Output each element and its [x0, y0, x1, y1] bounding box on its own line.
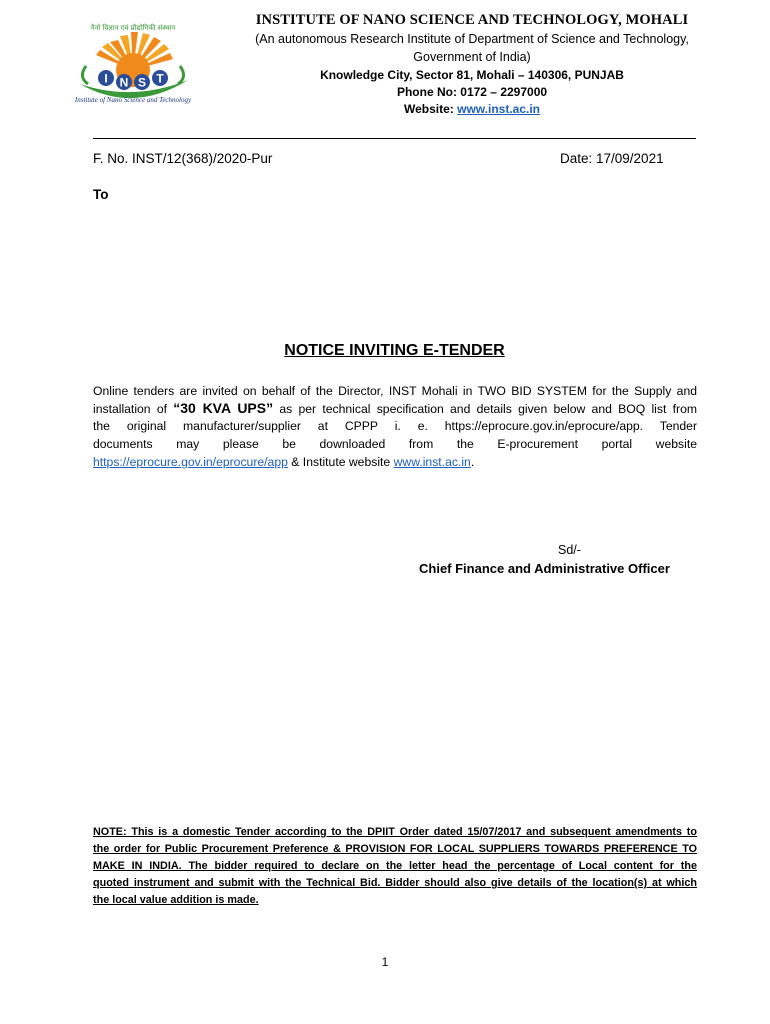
header-divider [93, 138, 696, 139]
note-line5: the local value addition is made. [93, 894, 259, 906]
note-line1: NOTE: This is a domestic Tender according to the DPIIT Order dated 15/07/2017 and subsequent amendments to [93, 826, 697, 838]
note-line4: quoted instrument and submit with the Technical Bid. Bidder should also give details of the location(s) at which [93, 877, 697, 889]
notice-body-line5: https://eprocure.gov.in/eprocure/app & Institute website www.inst.ac.in. [93, 455, 475, 469]
document-date: Date: 17/09/2021 [560, 151, 664, 166]
signatory-designation: Chief Finance and Administrative Officer [419, 561, 670, 576]
notice-body-line3: the original manufacturer/supplier at CPPP i. e. https://eprocure.gov.in/eprocure/app. Tender [93, 419, 697, 433]
institute-website [212, 102, 732, 116]
institute-website-link[interactable]: www.inst.ac.in [393, 455, 471, 469]
website-label: Website: [403, 102, 458, 116]
note-line3: MAKE IN INDIA. The bidder required to declare on the letter head the percentage of Local content for the [93, 860, 697, 872]
page-number: 1 [381, 955, 389, 969]
eprocure-link[interactable]: https://eprocure.gov.in/eprocure/app [93, 455, 288, 469]
logo-hindi: नैनो विज्ञान एवं प्रौद्योगिकी संस्थान [90, 24, 176, 32]
svg-text:I: I [104, 71, 108, 86]
note-line2: the order for Public Procurement Preference & PROVISION FOR LOCAL SUPPLIERS TOWARDS PREFERENCE TO [93, 843, 697, 855]
institute-title: INSTITUTE OF NANO SCIENCE AND TECHNOLOGY, MOHALI [255, 12, 689, 28]
file-number: F. No. INST/12(368)/2020-Pur [93, 151, 273, 166]
institute-phone: Phone No: 0172 – 2297000 [396, 85, 548, 99]
website-link[interactable]: www.inst.ac.in [457, 102, 541, 116]
institute-subtitle-line1: (An autonomous Research Institute of Department of Science and Technology, [255, 32, 689, 46]
logo-caption: Institute of Nano Science and Technology [74, 96, 192, 104]
notice-body-line2: installation of “30 KVA UPS” as per technical specification and details given below and BOQ list from [93, 400, 697, 416]
notice-body-line4: documents may please be downloaded from the E-procurement portal website [93, 437, 697, 451]
institute-subtitle-line2: Government of India) [413, 50, 531, 64]
svg-text:N: N [119, 75, 129, 90]
svg-text:T: T [156, 71, 164, 86]
addressee-to: To [93, 187, 109, 202]
svg-text:S: S [137, 75, 147, 90]
institute-address: Knowledge City, Sector 81, Mohali – 140306, PUNJAB [320, 68, 624, 82]
tender-item: “30 KVA UPS” [173, 400, 274, 416]
notice-body-line1: Online tenders are invited on behalf of the Director, INST Mohali in TWO BID SYSTEM for the Supply and [93, 384, 697, 398]
inst-logo [58, 22, 208, 104]
signature-sd: Sd/- [558, 543, 581, 557]
notice-title: NOTICE INVITING E-TENDER [284, 342, 505, 359]
